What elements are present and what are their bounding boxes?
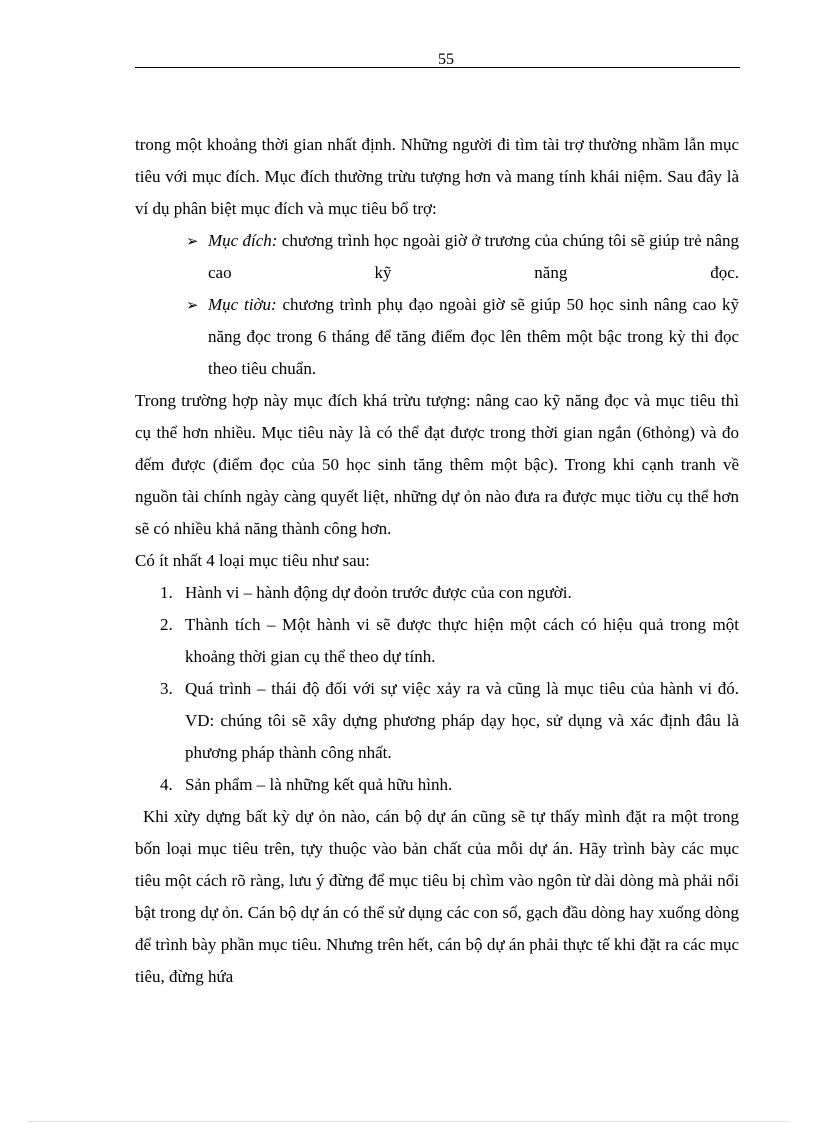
list-number: 4. — [160, 775, 173, 794]
arrow-bullet-icon: ➢ — [186, 232, 199, 250]
bullet-item-goal — [135, 225, 739, 289]
list-item-text: Sản phẩm – là những kết quả hữu hình. — [185, 775, 453, 794]
arrow-bullet-icon: ➢ — [186, 296, 199, 314]
list-item — [135, 769, 739, 801]
goal-vs-objective-list — [135, 225, 739, 385]
paragraph-comparison: Trong trường hợp này mục đích khá trừu tượng: nâng cao kỹ năng đọc và mục tiêu thì cụ thể hơn nhiều. Mục tiêu này là có thể đạt được trong thời gian ngắn (6thỏng) và đo đếm được (điểm đọc của 50 học sinh tăng thêm một bậc). Trong khi cạnh tranh về nguồn tài chính ngày càng quyết liệt, những dự ỏn nào đưa ra được mục tiờu cụ thể hơn sẽ có nhiều khả năng thành công hơn. — [135, 391, 739, 538]
paragraph-writing-advice: Khi xừy dựng bất kỳ dự ỏn nào, cán bộ dự án cũng sẽ tự thấy mình đặt ra một trong bốn loại mục tiêu trên, tựy thuộc vào bản chất của mỗi dự án. Hãy trình bày các mục tiêu một cách rõ ràng, lưu ý đừng để mục tiêu bị chìm vào ngôn từ dài dòng mà phải nổi bật trong dự ỏn. Cán bộ dự án có thể sử dụng các con số, gạch đầu dòng hay xuống dòng để trình bày phần mục tiêu. Nhưng trên hết, cán bộ dự án phải thực tế khi đặt ra các mục tiêu, đừng hứa — [135, 807, 739, 986]
goal-types-list — [135, 577, 739, 801]
list-number: 3. — [160, 679, 173, 698]
list-number: 1. — [160, 583, 173, 602]
list-item — [135, 673, 739, 769]
list-item-text: Quá trình – thái độ đối với sự việc xảy ra và cũng là mục tiêu của hành vi đó. VD: chúng tôi sẽ xây dựng phương pháp dạy học, sử dụng và xác định đâu là phương pháp thành công nhất. — [185, 679, 739, 762]
list-item — [135, 609, 739, 673]
bullet-item-objective — [135, 289, 739, 385]
paragraph-goal-types-intro: Có ít nhất 4 loại mục tiêu như sau: — [135, 551, 370, 570]
bullet-label: Mục tiờu: — [208, 295, 277, 314]
list-item — [135, 577, 739, 609]
list-item-text: Thành tích – Một hành vi sẽ được thực hiện một cách có hiệu quả trong một khoảng thời gian cụ thể theo dự tính. — [185, 615, 739, 666]
bullet-label: Mục đích: — [208, 231, 278, 250]
list-item-text: Hành vi – hành động dự đoỏn trước được của con người. — [185, 583, 572, 602]
list-number: 2. — [160, 615, 173, 634]
bullet-text: chương trình học ngoài giờ ở trương của chúng tôi sẽ giúp trẻ nâng cao kỹ năng đọc. — [208, 231, 739, 282]
body-text — [135, 129, 739, 993]
bullet-text: chương trình phụ đạo ngoài giờ sẽ giúp 50 học sinh nâng cao kỹ năng đọc trong 6 tháng để tăng điểm đọc lên thêm một bậc trong kỳ thi đọc theo tiêu chuẩn. — [208, 295, 740, 378]
page-bottom-border — [28, 1121, 788, 1122]
page-number: 55 — [438, 51, 454, 68]
paragraph-intro: trong một khoảng thời gian nhất định. Những người đi tìm tài trợ thường nhầm lẫn mục tiêu với mục đích. Mục đích thường trừu tượng hơn và mang tính khái niệm. Sau đây là ví dụ phân biệt mục đích và mục tiêu bổ trợ: — [135, 135, 739, 218]
header-rule — [135, 67, 740, 68]
